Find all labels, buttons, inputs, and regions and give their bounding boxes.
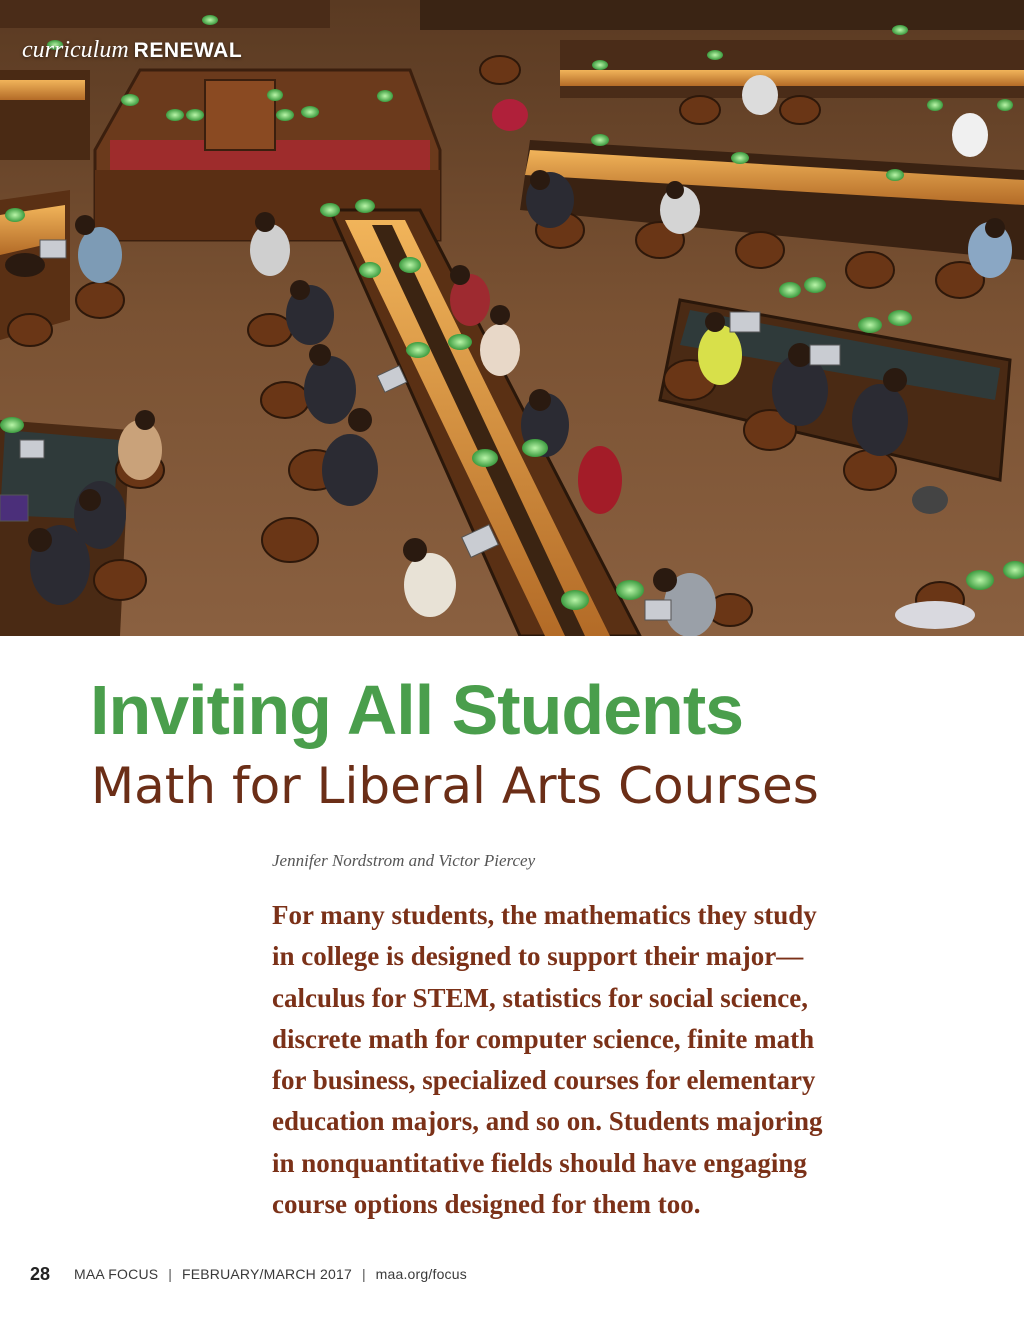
backpack <box>912 486 948 514</box>
red-stool <box>492 99 528 131</box>
lede-paragraph <box>272 895 972 1225</box>
footer-separator: | <box>168 1266 172 1282</box>
lede-line: calculus for STEM, statistics for social science, <box>272 982 808 1013</box>
lede-line: discrete math for computer science, finite math <box>272 1023 815 1054</box>
lede-line: education majors, and so on. Students majoring <box>272 1106 823 1137</box>
bag <box>5 253 45 277</box>
byline: Jennifer Nordstrom and Victor Piercey <box>272 851 536 870</box>
section-tag-bold: RENEWAL <box>133 39 243 62</box>
footer-separator: | <box>361 1266 366 1282</box>
lede-line: course options designed for them too. <box>272 1189 701 1220</box>
lede-line: for business, specialized courses for elementary <box>272 1065 816 1096</box>
publication-name: MAA FOCUS <box>74 1266 159 1282</box>
lede-line: in college is designed to support their major— <box>272 941 804 972</box>
footer-url[interactable]: maa.org/focus <box>375 1266 467 1282</box>
lede-line: For many students, the mathematics they study <box>272 900 817 930</box>
red-chair <box>578 446 622 514</box>
issue-date: FEBRUARY/MARCH 2017 <box>181 1266 352 1282</box>
coat-on-floor <box>895 601 975 629</box>
page-footer <box>30 1262 467 1286</box>
page-number: 28 <box>30 1263 51 1284</box>
article-title: Inviting All Students <box>90 671 744 749</box>
hero-photo <box>0 0 1024 636</box>
library-reading-room-image <box>0 0 1024 636</box>
section-tag <box>22 36 242 64</box>
section-tag-italic: curriculum <box>22 37 129 63</box>
article-subtitle: Math for Liberal Arts Courses <box>91 757 819 815</box>
lede-line: in nonquantitative fields should have engaging <box>272 1147 807 1178</box>
